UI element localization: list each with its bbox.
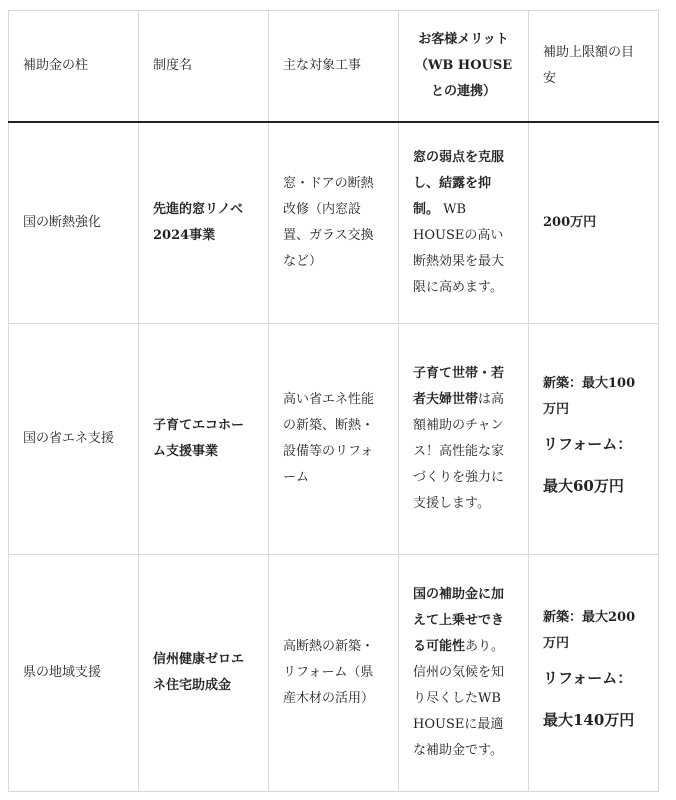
- cell-limit: [529, 555, 659, 792]
- cell-pillar: 国の省エネ支援: [9, 324, 139, 555]
- header-program: 制度名: [139, 11, 269, 123]
- cell-merit: [399, 555, 529, 792]
- cell-pillar: 県の地域支援: [9, 555, 139, 792]
- limit-reform: リフォーム：最大140万円: [543, 669, 635, 729]
- cell-works: 高断熱の新築・リフォーム（県産木材の活用）: [269, 555, 399, 792]
- table-header-row: [9, 11, 659, 123]
- merit-highlight: 子育て世帯・若者夫婦世帯: [413, 366, 505, 407]
- cell-program: 信州健康ゼロエネ住宅助成金: [139, 555, 269, 792]
- cell-limit: [529, 324, 659, 555]
- limit-new-build: 新築：最大200万円: [543, 610, 636, 651]
- merit-highlight: 窓の弱点を克服し、結露を抑制。: [413, 150, 505, 217]
- merit-highlight: 国の補助金に加えて上乗せできる可能性: [413, 587, 505, 654]
- limit-new-build: 新築：最大100万円: [543, 376, 636, 417]
- cell-works: 高い省エネ性能の新築、断熱・設備等のリフォーム: [269, 324, 399, 555]
- subsidy-table: [8, 10, 659, 792]
- header-pillar: 補助金の柱: [9, 11, 139, 123]
- cell-merit: [399, 324, 529, 555]
- header-limit: 補助上限額の目安: [529, 11, 659, 123]
- merit-text: あり。信州の気候を知り尽くしたWB HOUSEに最適な補助金です。: [413, 639, 505, 758]
- merit-text: WB HOUSEの高い断熱効果を最大限に高めます。: [413, 202, 505, 295]
- cell-limit: 200万円: [529, 122, 659, 324]
- cell-pillar: 国の断熱強化: [9, 122, 139, 324]
- cell-program: 先進的窓リノベ2024事業: [139, 122, 269, 324]
- table-row: [9, 324, 659, 555]
- header-merit: お客様メリット（WB HOUSEとの連携）: [399, 11, 529, 123]
- cell-works: 窓・ドアの断熱改修（内窓設置、ガラス交換など）: [269, 122, 399, 324]
- table-row: [9, 122, 659, 324]
- header-works: 主な対象工事: [269, 11, 399, 123]
- cell-merit: [399, 122, 529, 324]
- limit-reform: リフォーム：最大60万円: [543, 435, 633, 495]
- merit-text: は高額補助のチャンス！高性能な家づくりを強力に支援します。: [413, 392, 505, 511]
- cell-program: 子育てエコホーム支援事業: [139, 324, 269, 555]
- table-row: [9, 555, 659, 792]
